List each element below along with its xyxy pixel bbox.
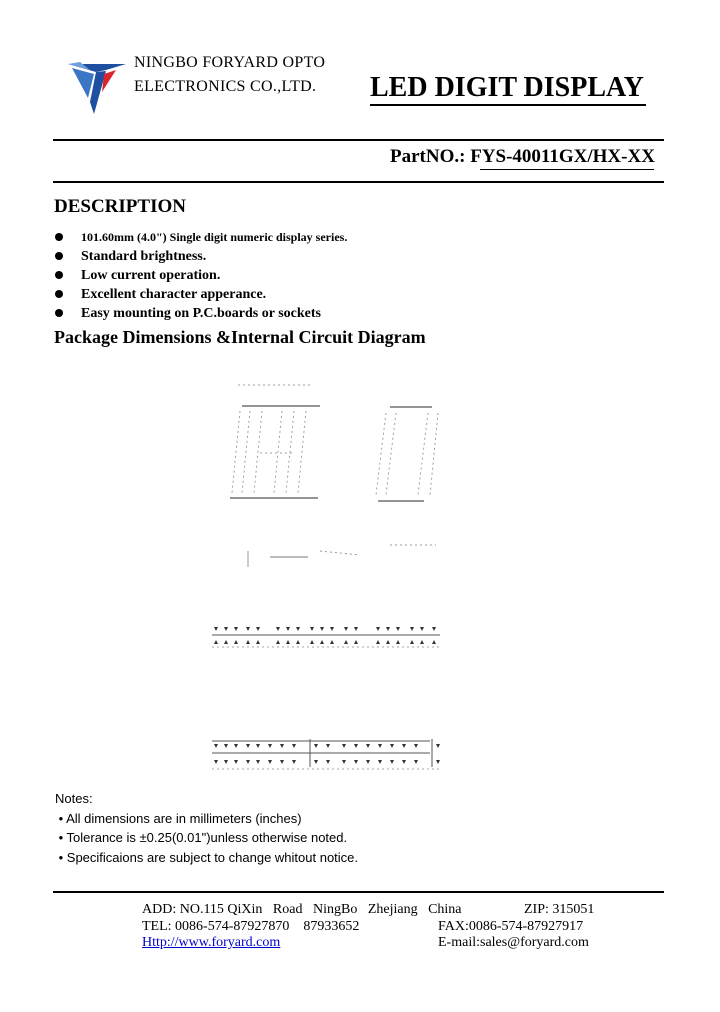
company-name-line2: ELECTRONICS CO.,LTD. — [134, 78, 317, 95]
footer-right — [438, 902, 598, 952]
description-item: Standard brightness. — [54, 247, 347, 266]
footer-tel: TEL: 0086-574-87927870 87933652 — [142, 918, 360, 934]
part-number — [390, 146, 655, 168]
description-item: Low current operation. — [54, 266, 347, 285]
note-item: • Tolerance is ±0.25(0.01")unless otherwise noted. — [55, 830, 348, 845]
footer-fax: FAX:0086-574-87927917 — [438, 918, 584, 934]
bullet-icon — [55, 252, 63, 260]
footer-website-line — [142, 935, 462, 952]
bullet-icon — [55, 309, 63, 317]
package-heading: Package Dimensions &Internal Circuit Diagram — [54, 327, 426, 347]
description-item: Excellent character apperance. — [54, 285, 347, 304]
company-logo — [66, 58, 130, 116]
footer-address: ADD: NO.115 QiXin Road NingBo Zhejiang China — [142, 902, 462, 917]
description-list — [54, 228, 347, 323]
bullet-icon — [55, 290, 63, 298]
notes — [55, 789, 358, 867]
footer-zip: ZIP: 315051 — [524, 902, 595, 917]
document-title: LED DIGIT DISPLAY — [370, 72, 644, 103]
footer-left — [142, 902, 462, 952]
part-number-underline — [480, 169, 654, 170]
footer-email: E-mail:sales@foryard.com — [438, 935, 589, 950]
bullet-icon — [55, 271, 63, 279]
title-underline — [370, 104, 646, 106]
bullet-icon — [55, 233, 63, 241]
company-name-line1: NINGBO FORYARD OPTO — [134, 54, 326, 71]
footer-divider — [53, 891, 664, 893]
description-item: Easy mounting on P.C.boards or sockets — [54, 304, 347, 323]
note-item: • All dimensions are in millimeters (inches) — [55, 810, 302, 826]
description-heading: DESCRIPTION — [54, 196, 186, 217]
description-item: 101.60mm (4.0") Single digit numeric display series. — [54, 228, 347, 247]
note-item: • Specificaions are subject to change whitout notice. — [55, 849, 359, 865]
part-number-value: FYS-40011GX/HX-XX — [470, 146, 655, 167]
part-divider — [53, 181, 664, 183]
part-number-label: PartNO.: — [390, 146, 466, 167]
notes-heading: Notes: — [55, 791, 93, 806]
package-dimension-drawing — [200, 355, 460, 785]
website-link[interactable]: Http://www.foryard.com — [142, 935, 281, 950]
header-divider — [53, 139, 664, 141]
